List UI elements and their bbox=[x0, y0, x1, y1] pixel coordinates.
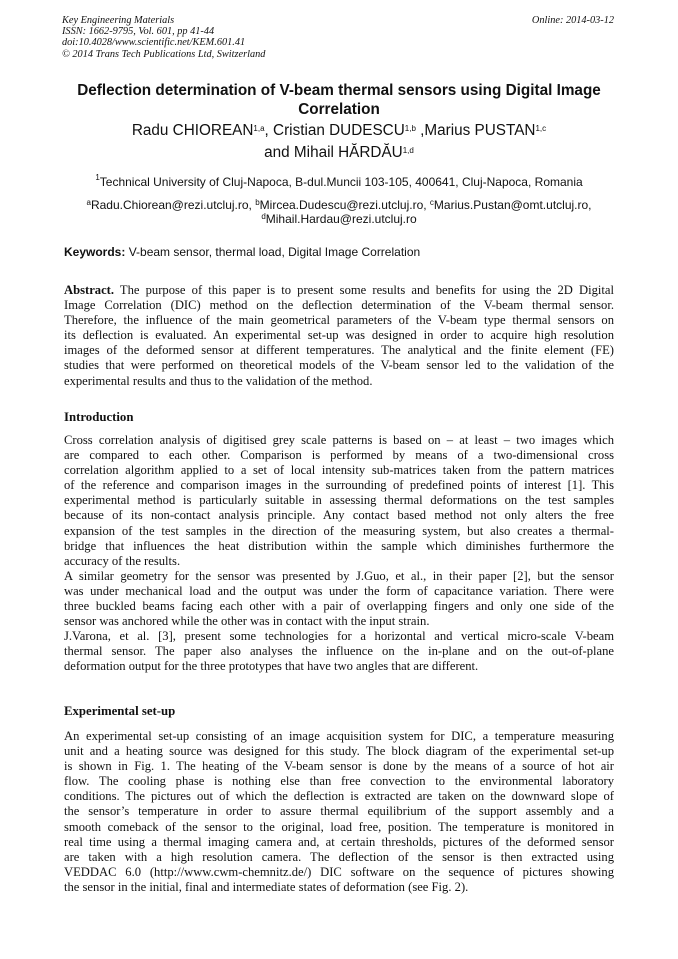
line: Image Correlation (DIC) method on the deflection determination of the V-beam thermal sensor. bbox=[64, 298, 614, 313]
email-sup: a bbox=[86, 198, 91, 207]
email: Mihail.Hardau@rezi.utcluj.ro bbox=[265, 212, 417, 226]
line: sensor was anchored while the other was in contact with the input strain. bbox=[64, 614, 430, 629]
authors bbox=[30, 120, 648, 164]
title-line: Deflection determination of V-beam thermal sensors using Digital Image bbox=[77, 82, 601, 99]
line: its deflection is evaluated. An experimental set-up was designed in order to acquire high resolution bbox=[64, 328, 614, 343]
affiliation bbox=[30, 175, 648, 189]
journal-header bbox=[62, 15, 265, 60]
email-sup: d bbox=[261, 212, 266, 221]
line: is shown in Fig. 1. The heating of the V-beam sensor is done by the means of a source of hot air bbox=[64, 759, 614, 774]
author-sup: 1,d bbox=[402, 146, 414, 155]
keywords bbox=[64, 245, 420, 259]
line: the sensor in the initial, final and intermediate states of deformation (see Fig. 2). bbox=[64, 879, 469, 894]
emails bbox=[30, 198, 648, 226]
author: Cristian DUDESCU bbox=[273, 122, 405, 139]
author-sup: 1,c bbox=[535, 124, 547, 133]
line: correlation algorithm applied to a set of local intensity sub-matrices taken from the pattern matrices bbox=[64, 463, 614, 478]
line: three buckled beams facing each other with a pair of overlapping fingers and only one side of the bbox=[64, 599, 614, 614]
keywords-label: Keywords: bbox=[64, 245, 126, 259]
email-sup: c bbox=[429, 198, 434, 207]
line: flow. The cooling phase is nothing else than free convection to the environmental laboratory bbox=[64, 774, 614, 789]
section-heading-experimental: Experimental set-up bbox=[64, 704, 176, 718]
line: Cross correlation analysis of digitised grey scale patterns is based on – at least – two images which bbox=[64, 433, 614, 447]
abstract-label: Abstract. bbox=[64, 283, 115, 297]
line: smooth comeback of the sensor to the original, load free, position. The temperature is monitored in bbox=[64, 819, 614, 834]
line: accuracy of the results. bbox=[64, 553, 181, 568]
line: are taken with a high resolution camera. The deflection of the sensor is then extracted using bbox=[64, 849, 614, 864]
line: real time using a thermal imaging camera and, at certain thresholds, pictures of the deformed sensor bbox=[64, 834, 614, 849]
line: experimental method is particularly suitable in assessing thermal deformations on the test samples bbox=[64, 493, 614, 508]
line: studies that were performed on theoretical models of the V-beam sensor led to the validation of the bbox=[64, 358, 614, 373]
author: Mihail HĂRDĂU bbox=[293, 144, 403, 161]
line: images of the deformed sensor at different temperatures. The analytical and the finite element (FE) bbox=[64, 343, 614, 358]
line: Therefore, the influence of the main geometrical parameters of the V-beam type thermal sensors on bbox=[64, 313, 614, 328]
line: VEDDAC 6.0 (http://www.cwm-chemnitz.de/) DIC software on the sequence of pictures showing bbox=[64, 864, 614, 879]
section-heading-introduction: Introduction bbox=[64, 410, 134, 424]
email: Marius.Pustan@omt.utcluj.ro, bbox=[433, 198, 592, 212]
issn: ISSN: 1662-9795, Vol. 601, pp 41-44 bbox=[62, 26, 215, 38]
abstract bbox=[64, 283, 614, 389]
line: the sensor’s temperature in order to assure thermal equilibrium of the support assembly and a bbox=[64, 804, 614, 819]
sep: , bbox=[415, 122, 425, 139]
line: expansion of the test samples in the direction of the measuring system, but also creates a thermal- bbox=[64, 523, 614, 538]
line: conditions. The pictures out of which the deflection is extracted are taken on the downward slope of bbox=[64, 789, 614, 804]
paper-title bbox=[40, 81, 638, 119]
aff-text: Technical University of Cluj-Napoca, B-dul.Muncii 103-105, 400641, Cluj-Napoca, Romania bbox=[99, 175, 583, 189]
line: An experimental set-up consisting of an image acquisition system for DIC, a temperature measuring bbox=[64, 729, 614, 743]
line: are compared to each other. Comparison is performed by means of a two-dimensional cross bbox=[64, 448, 614, 463]
online-date: Online: 2014-03-12 bbox=[531, 15, 614, 26]
line: deformation output for the three prototypes that have two angles that are different. bbox=[64, 659, 479, 674]
line: A similar geometry for the sensor was presented by J.Guo, et al., in their paper [2], but the sensor bbox=[64, 568, 614, 583]
line: was under mechanical load and the output was under the form of capacitance variation. There were bbox=[64, 583, 614, 598]
line: J.Varona, et al. [3], present some technologies for a horizontal and vertical micro-scale V-beam bbox=[64, 629, 614, 644]
line: of the reference and comparison images in the surrounding of predefined points of interest [1]. This bbox=[64, 478, 614, 493]
doi: doi:10.4028/www.scientific.net/KEM.601.41 bbox=[62, 37, 246, 49]
sep: and bbox=[264, 144, 294, 161]
sep: , bbox=[264, 122, 274, 139]
line: unit and a heating source was designed for this study. The block diagram of the experimental set-up bbox=[64, 744, 614, 759]
keywords-text: V-beam sensor, thermal load, Digital Image Correlation bbox=[125, 245, 421, 259]
email: Mircea.Dudescu@rezi.utcluj.ro, bbox=[259, 198, 430, 212]
journal-name: Key Engineering Materials bbox=[62, 15, 175, 26]
line: experimental results and thus to the validation of the method. bbox=[64, 373, 373, 388]
introduction-body bbox=[64, 433, 614, 675]
email: Radu.Chiorean@rezi.utcluj.ro, bbox=[90, 198, 256, 212]
email-sup: b bbox=[255, 198, 260, 207]
line: The purpose of this paper is to present some results and benefits for using the 2D Digital bbox=[114, 283, 614, 297]
line: bridge that influences the heat distribution within the sample which diminishes furthermore the bbox=[64, 538, 614, 553]
experimental-body bbox=[64, 729, 614, 895]
line: thermal sensor. The paper also analyses the influence on the in-plane and on the out-of-plane bbox=[64, 644, 614, 659]
copyright: © 2014 Trans Tech Publications Ltd, Switzerland bbox=[62, 48, 266, 60]
aff-sup: 1 bbox=[95, 173, 100, 182]
line: because of its non-contact analysis principle. Any contact based method not only alters the free bbox=[64, 508, 614, 523]
author: Radu CHIOREAN bbox=[131, 122, 254, 139]
author-sup: 1,b bbox=[404, 124, 416, 133]
title-line: Correlation bbox=[298, 101, 380, 118]
author: Marius PUSTAN bbox=[424, 122, 536, 139]
author-sup: 1,a bbox=[253, 124, 265, 133]
